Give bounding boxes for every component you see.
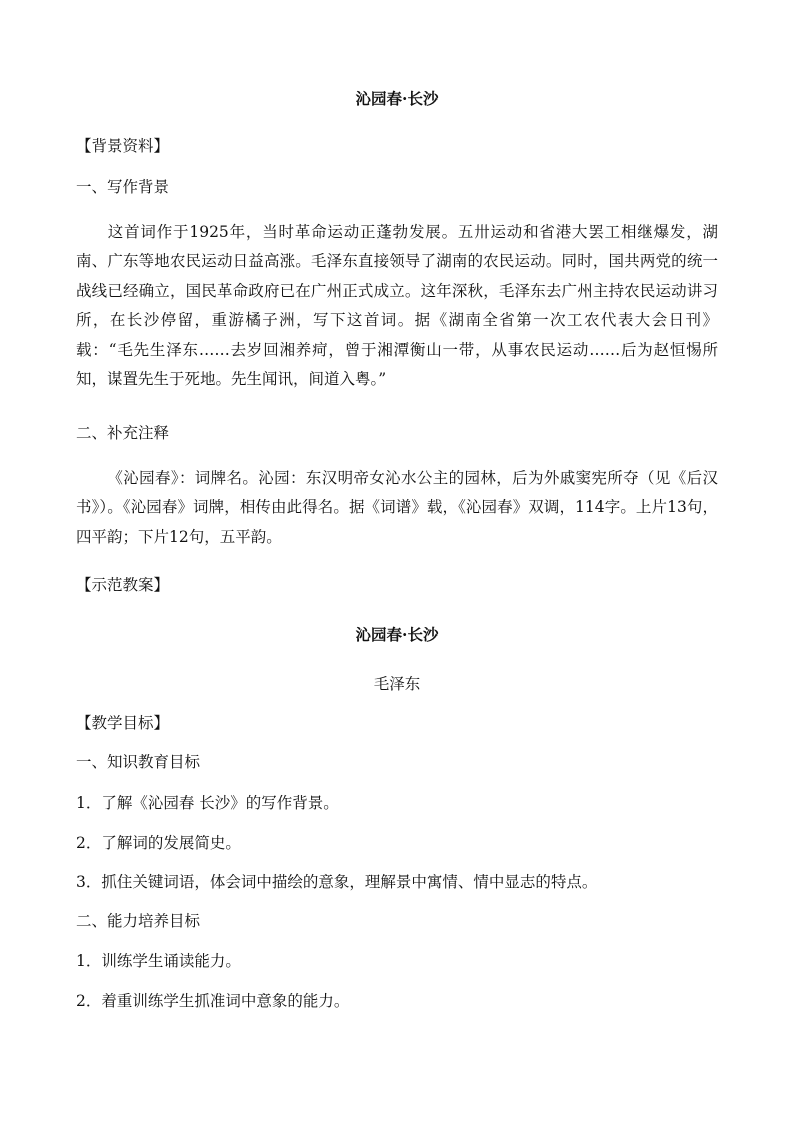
heading-writing-background: 一、写作背景 xyxy=(76,178,170,196)
knowledge-goal-1: 1．了解《沁园春 长沙》的写作背景。 xyxy=(76,794,339,812)
knowledge-goal-3: 3．抓住关键词语，体会词中描绘的意象，理解景中寓情、情中显志的特点。 xyxy=(76,873,598,891)
paragraph-supplementary-notes xyxy=(76,464,718,552)
ability-goal-2: 2．着重训练学生抓准词中意象的能力。 xyxy=(76,992,350,1010)
section-heading-demo-lesson: 【示范教案】 xyxy=(76,576,170,594)
section-heading-background: 【背景资料】 xyxy=(76,137,170,155)
heading-ability-goals: 二、能力培养目标 xyxy=(76,912,201,930)
lesson-author: 毛泽东 xyxy=(373,675,421,693)
lesson-title: 沁园春·长沙 xyxy=(355,625,439,644)
paragraph-writing-background xyxy=(76,218,718,394)
knowledge-goal-2: 2．了解词的发展简史。 xyxy=(76,834,241,852)
doc-title: 沁园春·长沙 xyxy=(355,89,439,108)
paragraph-text: 《沁园春》：词牌名。沁园：东汉明帝女沁水公主的园林，后为外戚窦宪所夺（见《后汉书》）。《沁园春》词牌，相传由此得名。据《词谱》载，《沁园春》双调，114字。上片13句，四平韵；下片12句，五平韵。 xyxy=(76,469,718,546)
heading-supplementary-notes: 二、补充注释 xyxy=(76,424,170,442)
paragraph-text: 这首词作于1925年，当时革命运动正蓬勃发展。五卅运动和省港大罢工相继爆发，湖南、广东等地农民运动日益高涨。毛泽东直接领导了湖南的农民运动。同时，国共两党的统一战线已经确立，国民革命政府已在广州正式成立。这年深秋，毛泽东去广州主持农民运动讲习所，在长沙停留，重游橘子洲，写下这首词。据《湖南全省第一次工农代表大会日刊》载：“毛先生泽东……去岁回湘养疴，曾于湘潭衡山一带，从事农民运动……后为赵恒惕所知，谋置先生于死地。先生闻讯，间道入粤。” xyxy=(76,223,718,389)
ability-goal-1: 1．训练学生诵读能力。 xyxy=(76,952,241,970)
heading-knowledge-goals: 一、知识教育目标 xyxy=(76,753,201,771)
section-heading-teaching-goals: 【教学目标】 xyxy=(76,714,170,732)
